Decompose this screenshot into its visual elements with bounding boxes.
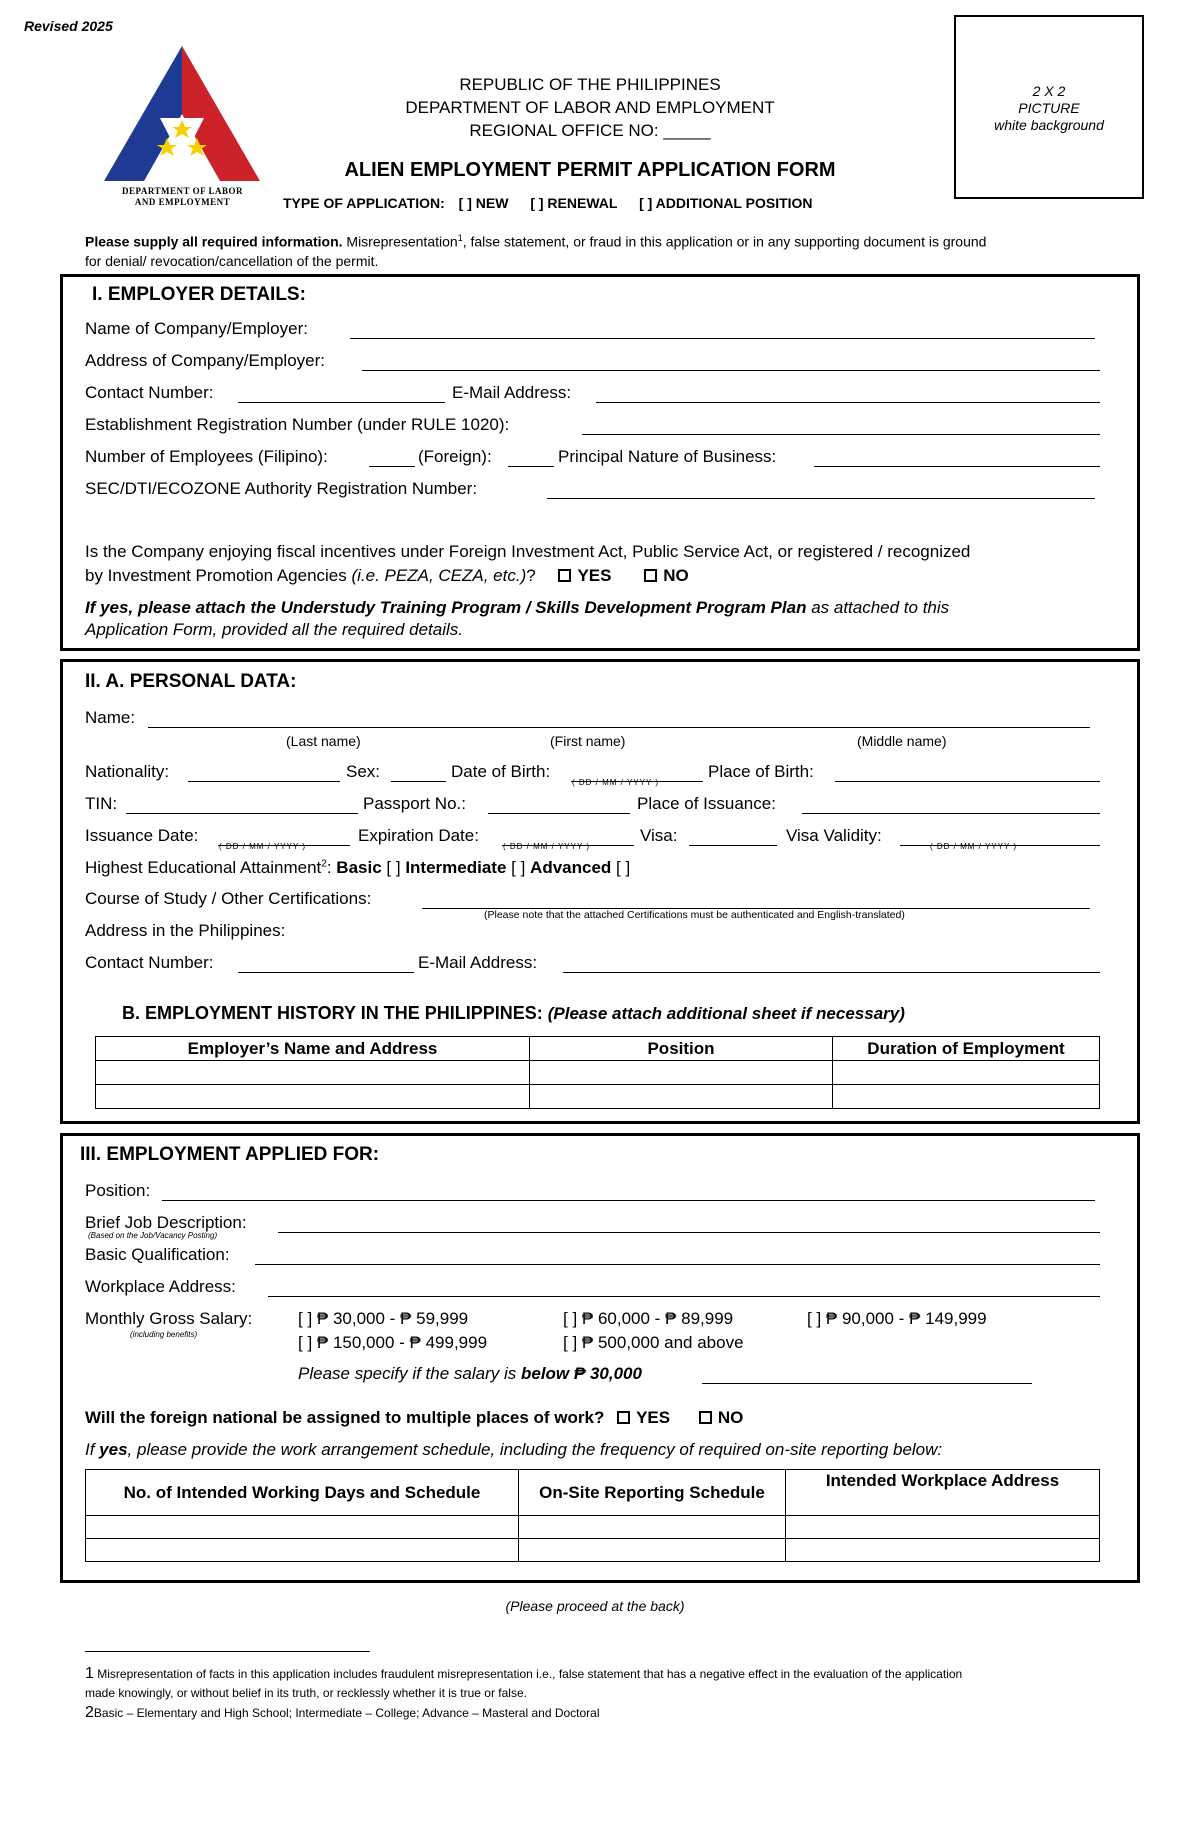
footnote1-text2: made knowingly, or without belief in its truth, or recklessly whether it is true or false. <box>85 1686 527 1700</box>
education-intermediate-checkbox[interactable]: [ ] <box>511 858 526 877</box>
proceed-note: (Please proceed at the back) <box>505 1598 685 1614</box>
arrangement-col-address: Intended Workplace Address <box>786 1470 1100 1516</box>
company-contact-field[interactable] <box>238 402 445 403</box>
work-arrangement-table <box>85 1469 1100 1562</box>
salary-500k-option[interactable]: [ ] ₱ 500,000 and above <box>563 1333 744 1352</box>
notice-sup: 1 <box>457 233 463 243</box>
visa-field[interactable] <box>689 845 777 846</box>
picture-box <box>954 15 1144 199</box>
picture-note: white background <box>994 117 1104 133</box>
multi-place-instructions <box>85 1440 942 1460</box>
section1-heading: I. EMPLOYER DETAILS: <box>92 284 306 305</box>
issuance-label: Issuance Date: <box>85 826 199 845</box>
notice-line2: for denial/ revocation/cancellation of the permit. <box>85 252 379 269</box>
history-heading-title: B. EMPLOYMENT HISTORY IN THE PHILIPPINES: <box>122 1003 543 1023</box>
multi-place-no-checkbox[interactable] <box>699 1411 712 1424</box>
pob-field[interactable] <box>835 781 1100 782</box>
incentives-q2c: ? <box>526 566 536 585</box>
arrangement-cell[interactable] <box>86 1516 519 1539</box>
picture-label: PICTURE <box>1018 100 1080 116</box>
history-col-duration: Duration of Employment <box>833 1037 1100 1061</box>
history-heading <box>122 1003 905 1024</box>
table-row <box>96 1061 1100 1085</box>
revision-label: Revised 2025 <box>24 18 113 34</box>
workplace-label: Workplace Address: <box>85 1277 236 1296</box>
expiration-label: Expiration Date: <box>358 826 479 845</box>
company-contact-label: Contact Number: <box>85 383 214 402</box>
sex-label: Sex: <box>346 762 381 781</box>
instructions-rest: , please provide the work arrangement schedule, including the frequency of required on-site reporting below: <box>127 1440 943 1459</box>
visa-validity-format-hint: ( DD / MM / YYYY ) <box>930 842 1018 851</box>
history-heading-note: (Please attach additional sheet if necessary) <box>547 1004 905 1023</box>
dob-label: Date of Birth: <box>451 762 551 781</box>
history-cell[interactable] <box>96 1061 530 1085</box>
logo-caption-line1: DEPARTMENT OF LABOR <box>121 186 244 196</box>
person-name-field[interactable] <box>148 727 1090 728</box>
incentives-note-bold: If yes, please attach the Understudy Training Program / Skills Development Program Plan <box>85 598 807 617</box>
passport-label: Passport No.: <box>363 794 466 813</box>
history-cell[interactable] <box>96 1085 530 1109</box>
address-ph-label: Address in the Philippines: <box>85 921 286 940</box>
person-contact-field[interactable] <box>238 972 414 973</box>
type-label: TYPE OF APPLICATION: <box>283 195 445 211</box>
section2-heading: II. A. PERSONAL DATA: <box>85 671 297 692</box>
arrangement-cell[interactable] <box>519 1539 786 1562</box>
application-type <box>283 195 813 211</box>
last-name-hint: (Last name) <box>286 733 361 749</box>
multi-place-yes-label: YES <box>636 1408 671 1427</box>
salary-150k-option[interactable]: [ ] ₱ 150,000 - ₱ 499,999 <box>298 1333 488 1352</box>
visa-validity-label: Visa Validity: <box>786 826 882 845</box>
person-contact-label: Contact Number: <box>85 953 214 972</box>
education-sup: 2 <box>321 858 327 870</box>
poi-label: Place of Issuance: <box>637 794 776 813</box>
multi-place-no-label: NO <box>717 1408 744 1427</box>
employees-foreign-label: (Foreign): <box>418 447 492 466</box>
dole-logo-icon <box>100 46 265 181</box>
poi-field[interactable] <box>802 813 1100 814</box>
sex-field[interactable] <box>391 781 446 782</box>
arrangement-cell[interactable] <box>786 1516 1100 1539</box>
passport-field[interactable] <box>488 813 630 814</box>
nationality-label: Nationality: <box>85 762 170 781</box>
education-advanced-label: Advanced <box>530 858 612 877</box>
company-email-field[interactable] <box>596 402 1100 403</box>
company-name-label: Name of Company/Employer: <box>85 319 308 338</box>
notice-text2: , false statement, or fraud in this application or in any supporting document is ground <box>462 233 987 250</box>
nature-label: Principal Nature of Business: <box>558 447 777 466</box>
job-description-label: Brief Job Description: <box>85 1213 247 1232</box>
education-basic-checkbox[interactable]: [ ] <box>386 858 401 877</box>
education-basic-label: Basic <box>336 858 382 877</box>
history-col-position: Position <box>530 1037 833 1061</box>
salary-30k-option[interactable]: [ ] ₱ 30,000 - ₱ 59,999 <box>298 1309 469 1328</box>
multi-place-yes-checkbox[interactable] <box>617 1411 630 1424</box>
salary-below-field[interactable] <box>702 1383 1032 1384</box>
table-row <box>86 1539 1100 1562</box>
incentives-note-2: Application Form, provided all the required details. <box>85 620 463 639</box>
position-label: Position: <box>85 1181 151 1200</box>
section3-heading: III. EMPLOYMENT APPLIED FOR: <box>80 1144 380 1165</box>
first-name-hint: (First name) <box>550 733 626 749</box>
company-address-field[interactable] <box>362 370 1100 371</box>
incentives-question-2 <box>85 566 689 586</box>
arrangement-col-days: No. of Intended Working Days and Schedule <box>86 1470 519 1516</box>
incentives-question: Is the Company enjoying fiscal incentives under Foreign Investment Act, Public Service Act, or registered / recognized <box>85 542 971 561</box>
education-intermediate-label: Intermediate <box>405 858 507 877</box>
job-description-note: (Based on the Job/Vacancy Posting) <box>88 1231 218 1240</box>
incentives-q2a: by Investment Promotion Agencies <box>85 566 352 585</box>
tin-label: TIN: <box>85 794 118 813</box>
table-row <box>96 1085 1100 1109</box>
salary-note: (including benefits) <box>130 1330 198 1339</box>
multi-place-text: Will the foreign national be assigned to multiple places of work? <box>85 1408 605 1427</box>
page-title: ALIEN EMPLOYMENT PERMIT APPLICATION FORM <box>344 159 836 181</box>
salary-90k-option[interactable]: [ ] ₱ 90,000 - ₱ 149,999 <box>807 1309 987 1328</box>
education <box>85 858 630 878</box>
footnote1-text: Misrepresentation of facts in this application includes fraudulent misrepresentation i.e., false statement that has a negative effect in the evaluation of the application <box>93 1667 963 1681</box>
employees-filipino-field[interactable] <box>369 466 415 467</box>
person-email-label: E-Mail Address: <box>418 953 538 972</box>
education-colon: : <box>326 858 332 877</box>
tin-field[interactable] <box>126 813 358 814</box>
company-email-label: E-Mail Address: <box>452 383 572 402</box>
middle-name-hint: (Middle name) <box>857 733 947 749</box>
notice-text: Misrepresentation <box>342 233 458 250</box>
salary-below-text: Please specify if the salary is <box>298 1364 521 1383</box>
visa-label: Visa: <box>640 826 678 845</box>
footnote2-number: 2 <box>85 1704 94 1721</box>
course-label: Course of Study / Other Certifications: <box>85 889 372 908</box>
arrangement-col-reporting: On-Site Reporting Schedule <box>519 1470 786 1516</box>
expiration-format-hint: ( DD / MM / YYYY ) <box>503 842 591 851</box>
position-field[interactable] <box>162 1200 1095 1201</box>
arrangement-cell[interactable] <box>786 1539 1100 1562</box>
footnote2-text: Basic – Elementary and High School; Intermediate – College; Advance – Masteral and Doctoral <box>93 1706 600 1720</box>
instructions-yes: yes <box>99 1440 128 1459</box>
table-row <box>86 1516 1100 1539</box>
salary-below-bold: below ₱ 30,000 <box>520 1364 642 1383</box>
qualification-field[interactable] <box>255 1264 1100 1265</box>
job-description-field[interactable] <box>278 1232 1100 1233</box>
company-name-field[interactable] <box>350 338 1095 339</box>
history-col-employer: Employer’s Name and Address <box>96 1037 530 1061</box>
issuance-format-hint: ( DD / MM / YYYY ) <box>219 842 307 851</box>
qualification-label: Basic Qualification: <box>85 1245 230 1264</box>
header-republic: REPUBLIC OF THE PHILIPPINES <box>459 75 721 94</box>
employees-filipino-label: Number of Employees (Filipino): <box>85 447 328 466</box>
type-renewal-checkbox[interactable]: [ ] RENEWAL <box>530 195 618 211</box>
type-additional-checkbox[interactable]: [ ] ADDITIONAL POSITION <box>639 195 813 211</box>
arrangement-cell[interactable] <box>86 1539 519 1562</box>
person-name-label: Name: <box>85 708 136 727</box>
salary-60k-option[interactable]: [ ] ₱ 60,000 - ₱ 89,999 <box>563 1309 734 1328</box>
employees-foreign-field[interactable] <box>508 466 554 467</box>
incentives-no-checkbox[interactable] <box>644 569 657 582</box>
picture-size: 2 X 2 <box>1032 83 1066 99</box>
type-new-checkbox[interactable]: [ ] NEW <box>458 195 509 211</box>
erno-field[interactable] <box>582 434 1100 435</box>
history-cell[interactable] <box>833 1085 1100 1109</box>
salary-below <box>298 1364 642 1384</box>
history-cell[interactable] <box>833 1061 1100 1085</box>
dob-format-hint: ( DD / MM / YYYY ) <box>572 778 660 787</box>
arrangement-cell[interactable] <box>519 1516 786 1539</box>
erno-label: Establishment Registration Number (under RULE 1020): <box>85 415 510 434</box>
sec-label: SEC/DTI/ECOZONE Authority Registration Number: <box>85 479 478 498</box>
footnotes <box>85 1664 1125 1723</box>
education-label: Highest Educational Attainment <box>85 858 322 877</box>
instructions-if: If <box>85 1440 100 1459</box>
history-cell[interactable] <box>530 1061 833 1085</box>
incentives-no-label: NO <box>663 566 689 585</box>
incentives-yes-label: YES <box>577 566 612 585</box>
incentives-yes-checkbox[interactable] <box>558 569 571 582</box>
company-address-label: Address of Company/Employer: <box>85 351 325 370</box>
footnote1-number: 1 <box>85 1665 94 1682</box>
history-cell[interactable] <box>530 1085 833 1109</box>
notice <box>85 229 1115 271</box>
pob-label: Place of Birth: <box>708 762 814 781</box>
notice-bold: Please supply all required information. <box>85 233 343 250</box>
education-advanced-checkbox[interactable]: [ ] <box>616 858 631 877</box>
employment-history-table <box>95 1036 1100 1109</box>
person-email-field[interactable] <box>563 972 1100 973</box>
sec-field[interactable] <box>547 498 1095 499</box>
logo-caption-line2: AND EMPLOYMENT <box>134 197 231 207</box>
header-department: DEPARTMENT OF LABOR AND EMPLOYMENT <box>405 98 775 117</box>
workplace-field[interactable] <box>268 1296 1100 1297</box>
incentives-q2b: (i.e. PEZA, CEZA, etc.) <box>351 566 527 585</box>
course-note: (Please note that the attached Certifications must be authenticated and English-translated) <box>484 909 905 921</box>
incentives-note <box>85 598 949 618</box>
header-regional-office: REGIONAL OFFICE NO: _____ <box>469 121 711 140</box>
salary-label: Monthly Gross Salary: <box>85 1309 253 1328</box>
footnote-separator <box>85 1651 370 1652</box>
multi-place-question <box>85 1408 743 1428</box>
dole-logo <box>100 46 265 206</box>
form-header <box>300 73 880 142</box>
nature-field[interactable] <box>814 466 1100 467</box>
incentives-note-rest: as attached to this <box>806 598 950 617</box>
nationality-field[interactable] <box>188 781 340 782</box>
